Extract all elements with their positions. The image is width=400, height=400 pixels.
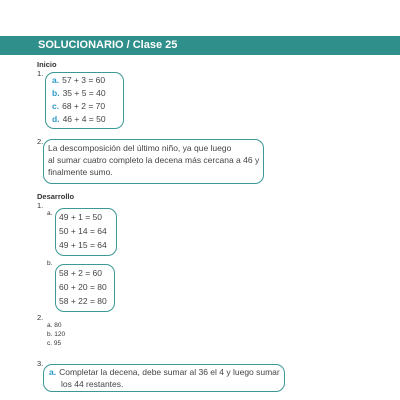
desarrollo-q3-number: 3.: [37, 359, 44, 368]
desarrollo-q1-a-label: a.: [47, 210, 53, 217]
desarrollo-q2-number: 2.: [37, 313, 44, 322]
inicio-q1-number: 1.: [37, 69, 44, 78]
inicio-q1-item: d. 46 + 4 = 50: [52, 114, 106, 124]
inicio-q2-number: 2.: [37, 137, 44, 146]
desarrollo-q1-b-line: 58 + 22 = 80: [59, 296, 107, 306]
desarrollo-q1-b-label: b.: [47, 260, 53, 267]
header-bar: [0, 36, 400, 55]
page-title: SOLUCIONARIO / Clase 25: [38, 39, 178, 51]
desarrollo-q2-item: c. 95: [47, 340, 62, 347]
inicio-q2-answer-box: [43, 139, 264, 184]
desarrollo-q3-answer-box: [43, 364, 285, 392]
inicio-q1-item: b. 35 + 5 = 40: [52, 88, 106, 98]
desarrollo-q1-a-line: 50 + 14 = 64: [59, 226, 107, 236]
desarrollo-q1-a-line: 49 + 1 = 50: [59, 212, 103, 222]
inicio-q1-item: c. 68 + 2 = 70: [52, 101, 106, 111]
inicio-q2-line: finalmente sumo.: [48, 167, 113, 177]
desarrollo-q1-b-line: 58 + 2 = 60: [59, 268, 103, 278]
desarrollo-q1-a-box: [55, 208, 117, 256]
inicio-q1-answer-box: [45, 72, 124, 129]
inicio-q2-line: al sumar cuatro completo la decena más cercana a 46 y: [48, 155, 260, 165]
inicio-q2-line: La descomposición del último niño, ya que luego: [48, 143, 232, 153]
desarrollo-q2-item: b. 120: [47, 331, 66, 338]
desarrollo-q2-item: a. 80: [47, 322, 62, 329]
desarrollo-q3-line: a. Completar la decena, debe sumar al 36 el 4 y luego sumar: [49, 367, 280, 377]
desarrollo-q1-number: 1.: [37, 201, 44, 210]
desarrollo-q1-b-line: 60 + 20 = 80: [59, 282, 107, 292]
inicio-q1-item: a. 57 + 3 = 60: [52, 75, 106, 85]
section-inicio-heading: Inicio: [37, 60, 57, 69]
section-desarrollo-heading: Desarrollo: [37, 192, 75, 201]
desarrollo-q1-b-box: [55, 264, 115, 312]
desarrollo-q3-line: los 44 restantes.: [61, 379, 124, 389]
desarrollo-q1-a-line: 49 + 15 = 64: [59, 240, 107, 250]
